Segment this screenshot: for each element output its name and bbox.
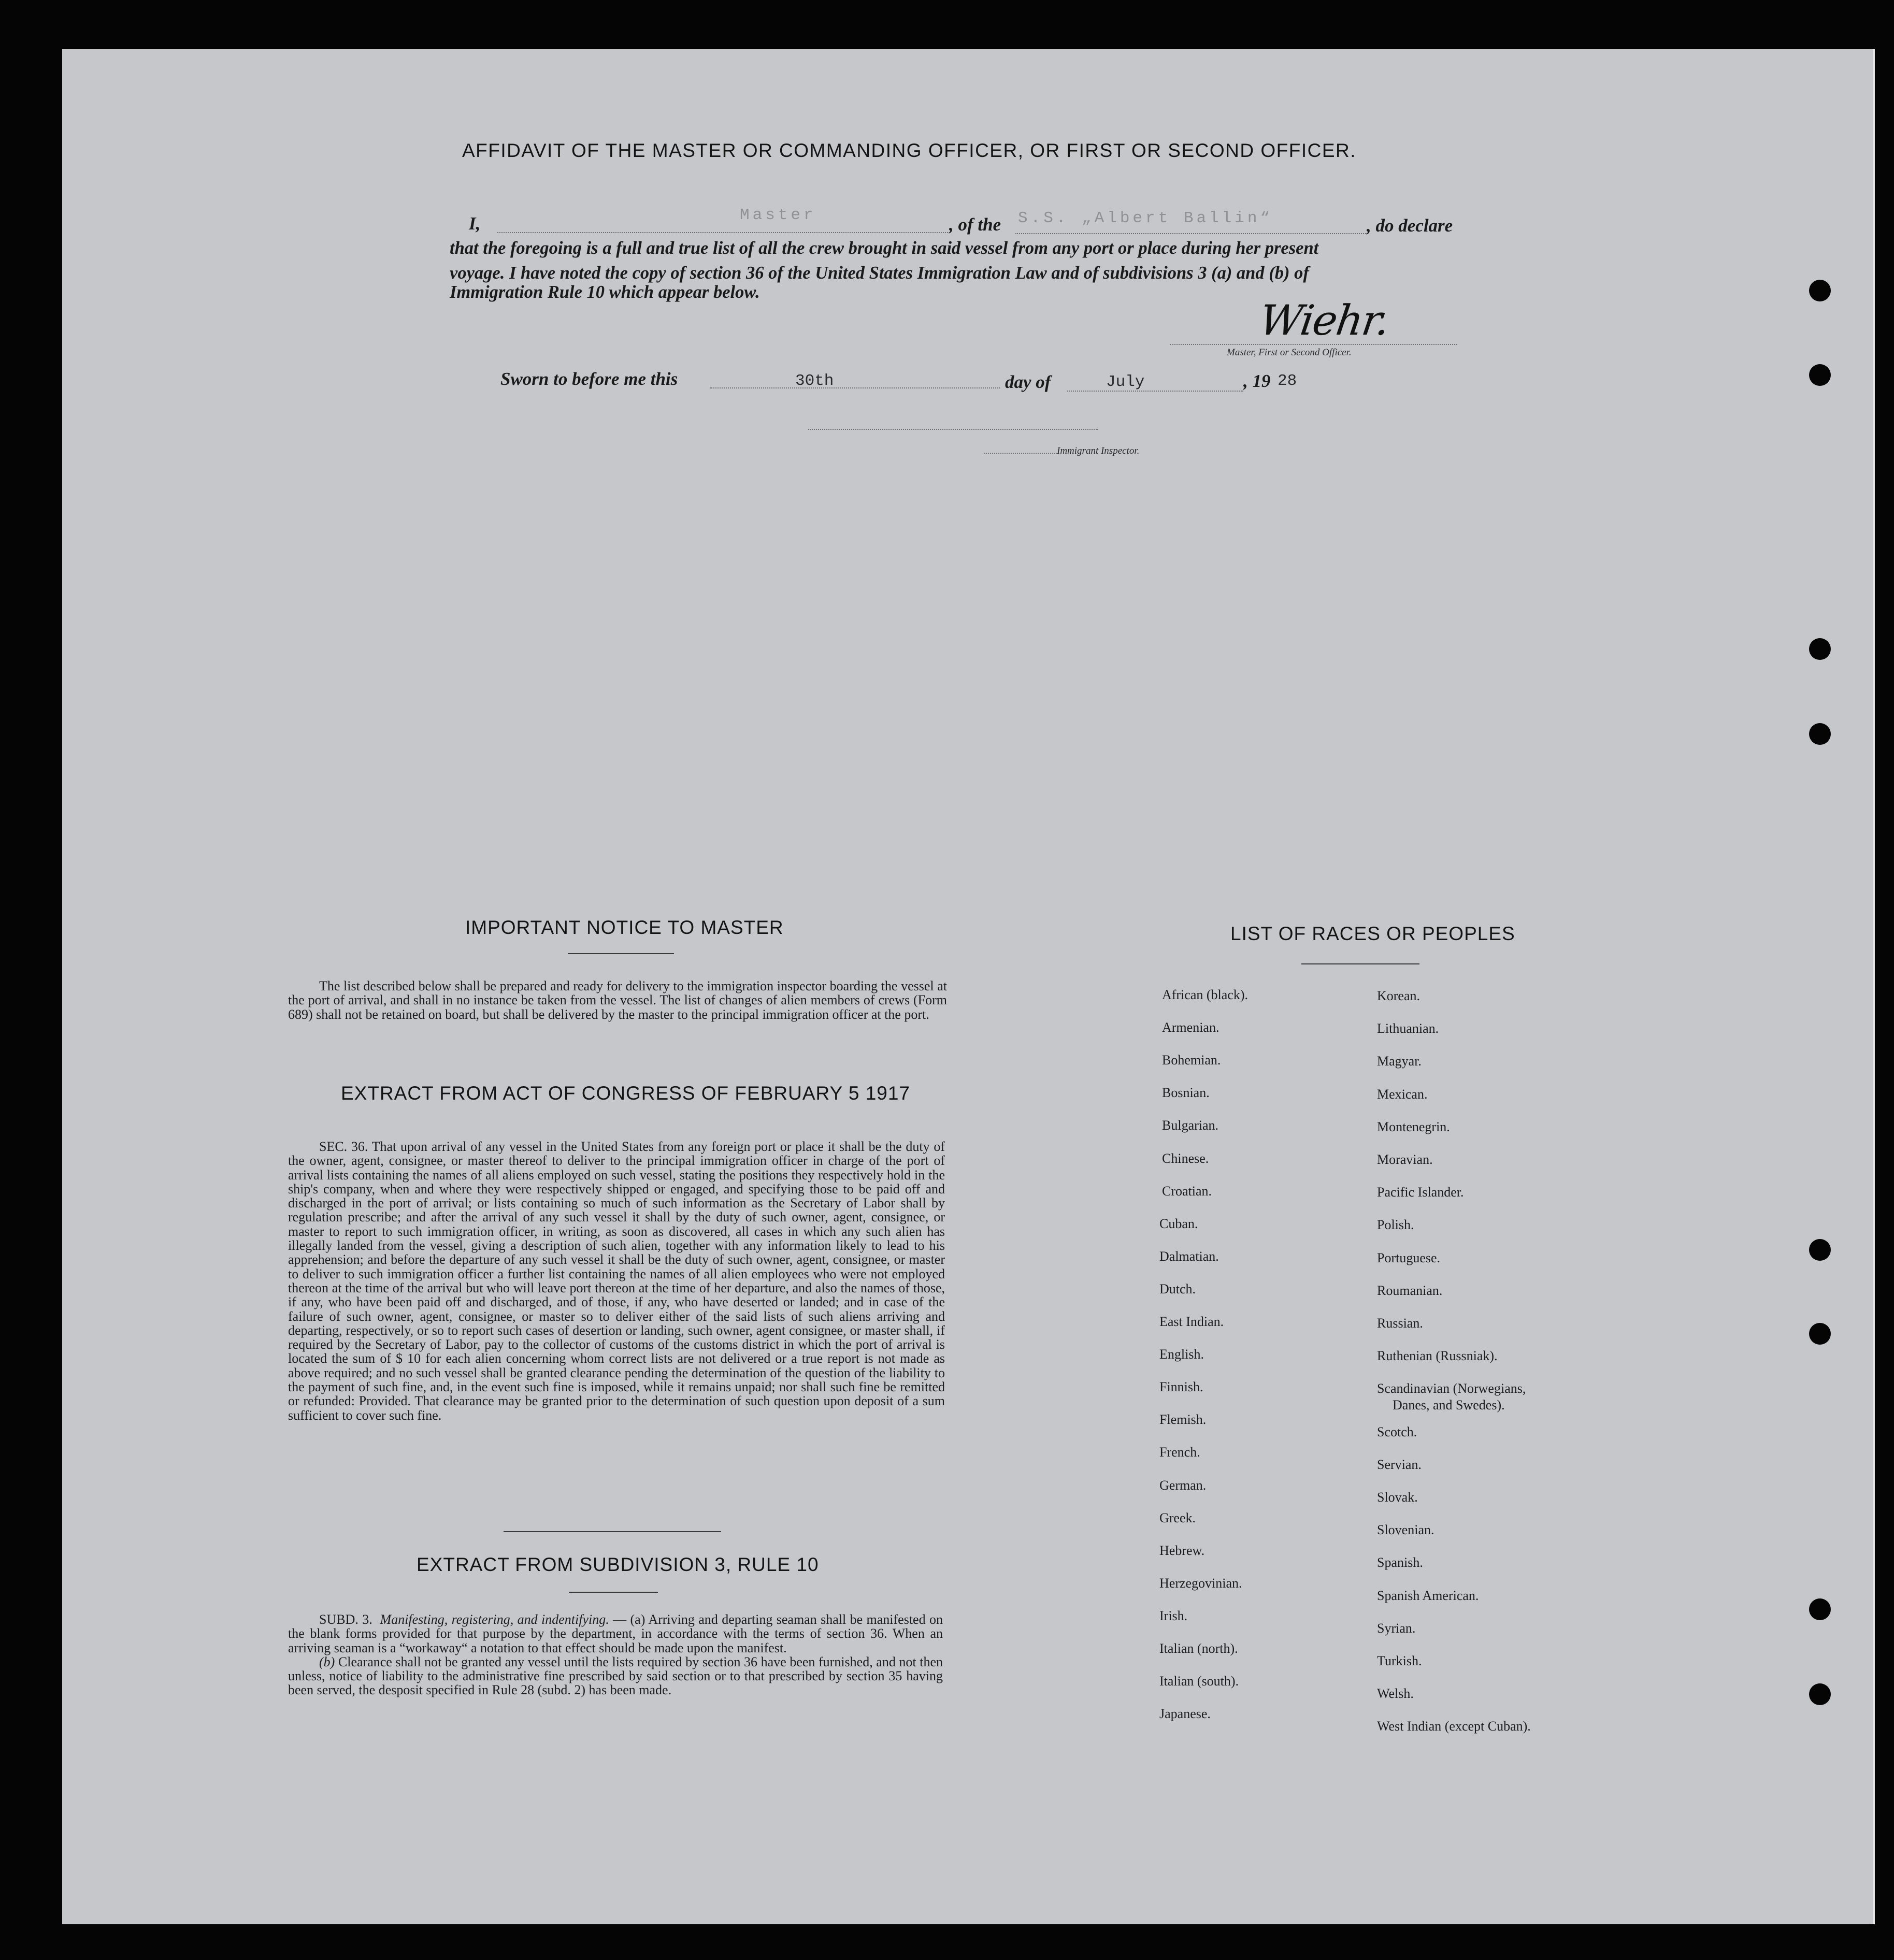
- notice-title: IMPORTANT NOTICE TO MASTER: [465, 917, 784, 938]
- race-item: Hebrew.: [1159, 1543, 1205, 1558]
- rule-a-italic: Manifesting, registering, and indentifying.: [380, 1612, 609, 1627]
- race-item: Spanish.: [1377, 1555, 1423, 1570]
- binder-hole: [1809, 280, 1831, 301]
- rule-b-text: Clearance shall not be granted any vessel until the lists required by section 36 have been furnished, and not then unless, notice of liability to the administrative fine prescribed by said section or to that prescribed by section 35 having been served, the desposit specified in Rule 28 (subd. 2) has been made.: [288, 1654, 943, 1698]
- act-text: [288, 1140, 945, 1422]
- inspector-caption: Immigrant Inspector.: [1057, 445, 1140, 456]
- race-item: Portuguese.: [1377, 1250, 1441, 1265]
- race-item: Polish.: [1377, 1217, 1414, 1233]
- master-name-line: [497, 232, 948, 233]
- race-item: Bohemian.: [1162, 1053, 1221, 1068]
- race-item: Turkish.: [1377, 1653, 1422, 1668]
- race-item: Flemish.: [1159, 1412, 1207, 1428]
- rule-b-lead: (b): [319, 1654, 335, 1669]
- notice-text: [288, 979, 947, 1021]
- notice-rule: [568, 953, 674, 954]
- of-the-label: , of the: [949, 214, 1001, 235]
- signature-caption: Master, First or Second Officer.: [1227, 347, 1352, 358]
- race-item: Roumanian.: [1377, 1282, 1443, 1298]
- typed-master: Master: [740, 206, 816, 224]
- binder-hole: [1809, 638, 1831, 660]
- race-item: Croatian.: [1162, 1183, 1212, 1199]
- race-item: Scandinavian (Norwegians,: [1377, 1381, 1526, 1396]
- affidavit-line-4: Immigration Rule 10 which appear below.: [450, 282, 760, 302]
- race-item: Dutch.: [1159, 1281, 1196, 1296]
- race-item: Pacific Islander.: [1377, 1185, 1464, 1200]
- race-item: East Indian.: [1159, 1314, 1224, 1329]
- affidavit-line-3: voyage. I have noted the copy of section 36 of the United States Immigration Law and of subdivisions 3 (a) and (b) of: [450, 263, 1309, 283]
- sworn-day: 30th: [795, 372, 834, 390]
- race-item: Herzegovinian.: [1159, 1575, 1242, 1591]
- race-item: Scotch.: [1377, 1424, 1417, 1439]
- rule-a-rest: — (a) Arriving and departing seaman shall be manifested on the blank forms provided for that purpose by the department, in accordance with the terms of section 36. When an arriving seaman is a “workaway“ a notation to that effect should be made upon the manifest.: [288, 1612, 943, 1655]
- race-item: Dalmatian.: [1159, 1248, 1219, 1264]
- race-item: Magyar.: [1377, 1054, 1422, 1069]
- race-item: Russian.: [1377, 1316, 1423, 1331]
- inspector-line: [808, 429, 1098, 430]
- binder-hole: [1809, 1683, 1831, 1705]
- race-item: West Indian (except Cuban).: [1377, 1719, 1531, 1734]
- race-item: Mexican.: [1377, 1086, 1428, 1102]
- rule-text: [288, 1612, 943, 1697]
- race-item: Moravian.: [1377, 1152, 1433, 1167]
- race-item: Italian (south).: [1159, 1674, 1239, 1689]
- race-item: Ruthenian (Russniak).: [1377, 1348, 1498, 1364]
- binder-hole: [1809, 723, 1831, 745]
- race-item: Bosnian.: [1162, 1085, 1210, 1101]
- race-item: Spanish American.: [1377, 1588, 1479, 1603]
- race-item: Montenegrin.: [1377, 1119, 1450, 1134]
- act-title: EXTRACT FROM ACT OF CONGRESS OF FEBRUARY 5 1917: [341, 1083, 911, 1104]
- sworn-label: Sworn to before me this: [500, 369, 678, 389]
- race-item: Chinese.: [1162, 1150, 1209, 1166]
- year-prefix: , 19: [1243, 371, 1271, 391]
- inspector-line-2: [984, 453, 1057, 454]
- affidavit-i-label: I,: [469, 213, 481, 234]
- race-item: Syrian.: [1377, 1620, 1416, 1636]
- race-item: Armenian.: [1162, 1020, 1219, 1035]
- act-rule: [504, 1531, 721, 1532]
- race-item: Slovak.: [1377, 1490, 1418, 1505]
- binder-hole: [1809, 364, 1831, 386]
- races-rule: [1301, 963, 1419, 964]
- day-of-label: day of: [1005, 372, 1051, 392]
- race-item: Welsh.: [1377, 1686, 1414, 1702]
- race-item: Slovenian.: [1377, 1522, 1434, 1538]
- race-item: Cuban.: [1159, 1216, 1198, 1231]
- affidavit-title: AFFIDAVIT OF THE MASTER OR COMMANDING OFFICER, OR FIRST OR SECOND OFFICER.: [462, 140, 1357, 161]
- race-item: Lithuanian.: [1377, 1021, 1439, 1036]
- race-item: Korean.: [1377, 988, 1420, 1003]
- race-item: Greek.: [1159, 1510, 1196, 1525]
- race-item: Servian.: [1377, 1457, 1422, 1472]
- signature-line: [1170, 344, 1457, 345]
- sworn-month: July: [1106, 373, 1145, 391]
- race-item: Irish.: [1159, 1608, 1188, 1623]
- rule-paragraph-a: [288, 1612, 943, 1655]
- race-item: Japanese.: [1159, 1706, 1211, 1722]
- rule-title: EXTRACT FROM SUBDIVISION 3, RULE 10: [417, 1554, 819, 1575]
- race-item: Italian (north).: [1159, 1641, 1238, 1656]
- sworn-year: 28: [1278, 372, 1297, 390]
- vessel-name-line: [1015, 233, 1368, 234]
- races-title: LIST OF RACES OR PEOPLES: [1230, 923, 1515, 944]
- rule-paragraph-b: [288, 1655, 943, 1697]
- act-paragraph: SEC. 36. That upon arrival of any vessel in the United States from any foreign port or place it shall be the duty of the owner, agent, consignee, or master thereof to deliver to the principal immigration officer in charge of the port of arrival lists containing the names of all aliens employed on such vessel, stating the positions they respectively hold in the ship's company, when and where they were respectively shipped or engaged, and specifying those to be paid off and discharged in the port of arrival; or lists containing so much of such information as the Secretary of Labor shall by regulation prescribe; and after the arrival of any such vessel it shall by the duty of such owner, agent, consignee, or master to report to such immigration officer, in writing, as soon as discovered, all cases in which any such alien has illegally landed from the vessel, giving a description of such alien, together with any information likely to lead to his apprehension; and before the departure of any such vessel it shall be the duty of such owner, agent, consignee, or master to deliver to such immigration officer a further list containing the names of all alien employees who were not employed thereon at the time of the arrival but who will leave port thereon at the time of her departure, and also the names of those, if any, who have been paid off and discharged, and of those, if any, who have deserted or landed; and in case of the failure of such owner, agent, consignee, or master so to deliver either of the said lists of such aliens arriving and departing, respectively, or so to report such cases of desertion or landing, such owner, agent consignee, or master shall, if required by the Secretary of Labor, pay to the collector of customs of the customs district in which the port of arrival is located the sum of $ 10 for each alien concerning whom correct lists are not delivered or a true report is not made as above required; and no such vessel shall be granted clearance pending the determination of the question of the liability to the payment of such fine, and, in the event such fine is imposed, while it remains unpaid; nor shall such fine be remitted or refunded: Provided. That clearance may be granted prior to the determination of such question upon deposit of a sum sufficient to cover such fine.: [288, 1139, 945, 1423]
- race-item: French.: [1159, 1445, 1200, 1460]
- race-item: African (black).: [1162, 987, 1249, 1002]
- race-item: German.: [1159, 1477, 1207, 1493]
- affidavit-line-2: that the foregoing is a full and true list of all the crew brought in said vessel from any port or place during her present: [450, 238, 1319, 258]
- race-item: Finnish.: [1159, 1379, 1203, 1395]
- sworn-month-line: [1067, 391, 1243, 392]
- do-declare-label: , do declare: [1367, 215, 1453, 236]
- race-item: Danes, and Swedes).: [1393, 1397, 1505, 1413]
- notice-paragraph: The list described below shall be prepared and ready for delivery to the immigration inspector boarding the vessel at the port of arrival, and shall in no instance be taken from the vessel. The list of changes of alien members of crews (Form 689) shall not be retained on board, but shall be delivered by the master to the principal immigration officer at the port.: [288, 978, 947, 1022]
- sworn-day-line: [710, 387, 1000, 388]
- binder-hole: [1809, 1323, 1831, 1345]
- typed-vessel-name: S.S. „Albert Ballin“: [1018, 209, 1273, 227]
- signature: Wiehr.: [1256, 296, 1392, 344]
- rule-rule: [569, 1592, 658, 1593]
- race-item: English.: [1159, 1347, 1204, 1362]
- race-item: Bulgarian.: [1162, 1118, 1219, 1133]
- binder-hole: [1809, 1598, 1831, 1620]
- binder-hole: [1809, 1239, 1831, 1261]
- rule-a-lead: SUBD. 3.: [319, 1612, 372, 1627]
